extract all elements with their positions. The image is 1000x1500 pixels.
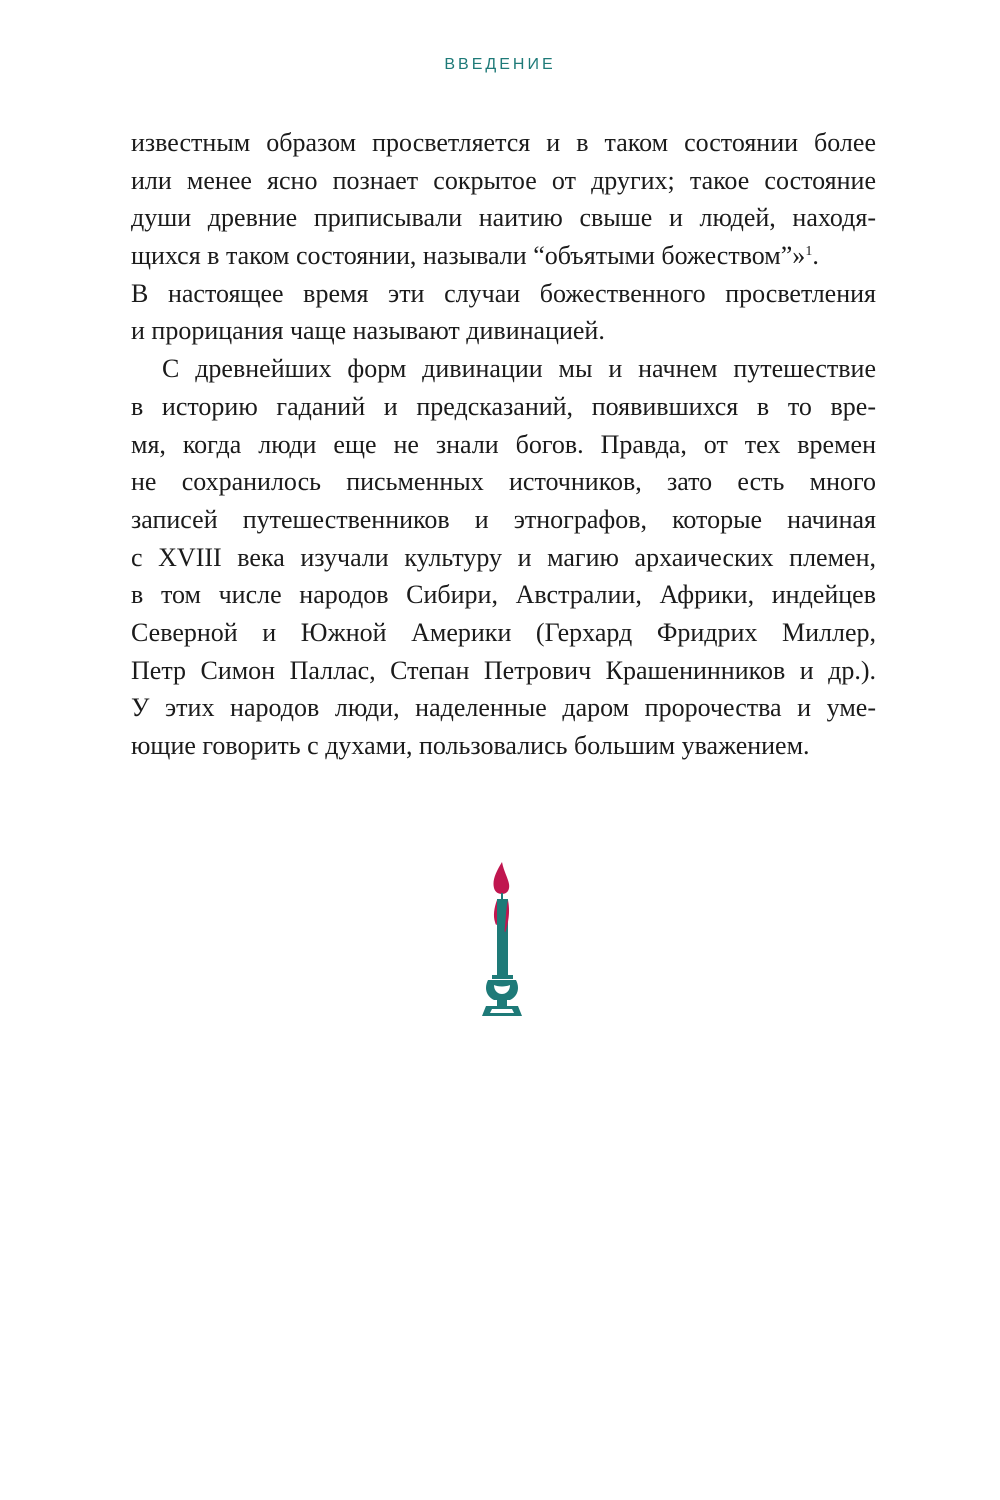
text-line: В настоящее время эти случаи божественного просветления [131, 278, 876, 308]
text-line: записей путешественников и этнографов, которые начиная [131, 504, 876, 534]
text-line: в историю гаданий и предсказаний, появившихся в то вре- [131, 391, 876, 421]
text-line: не сохранилось письменных источников, зато есть много [131, 467, 876, 497]
text-line: известным образом просветляется и в таком состоянии более [131, 128, 876, 157]
text-line [131, 237, 876, 275]
candle-icon [470, 860, 534, 1020]
text-line: в том числе народов Сибири, Австралии, Африки, индейцев [131, 580, 876, 610]
sentence-period: . [812, 241, 819, 271]
footnote-marker[interactable]: 1 [805, 244, 813, 260]
text-line: и прорицания чаще называют дивинацией. [131, 316, 605, 346]
text-line: У этих народов люди, наделенные даром пророчества и уме- [131, 693, 876, 723]
text-line: С древнейших форм дивинации мы и начнем путешествие [162, 354, 876, 384]
holder-base-notch [490, 1009, 514, 1013]
text-line: ющие говорить с духами, пользовались большим уважением. [131, 731, 810, 760]
text-line: или менее ясно познает сокрытое от других; такое состояние [131, 165, 876, 195]
wick-shape [501, 893, 503, 899]
wax-drip [494, 900, 497, 925]
text-line: мя, когда люди еще не знали богов. Правда, от тех времен [131, 429, 876, 459]
running-head: ВВЕДЕНИЕ [444, 56, 556, 73]
text-line: Петр Симон Паллас, Степан Петрович Крашенинников и др.). [131, 655, 876, 685]
text-line: с XVIII века изучали культуру и магию архаических племен, [131, 542, 876, 572]
body-text [131, 124, 876, 765]
holder-ring [492, 975, 513, 979]
text-line-content: щихся в таком состоянии, называли “объятыми божеством”» [131, 241, 806, 271]
holder-stem [497, 1000, 507, 1006]
paragraph-1 [131, 124, 876, 350]
paragraph-2 [131, 350, 876, 765]
text-line: Северной и Южной Америки (Герхард Фридрих Миллер, [131, 617, 876, 647]
candle-shaft [497, 899, 508, 975]
flame-shape [493, 862, 509, 894]
text-line: души древние приписывали наитию свыше и людей, находя- [131, 203, 876, 233]
